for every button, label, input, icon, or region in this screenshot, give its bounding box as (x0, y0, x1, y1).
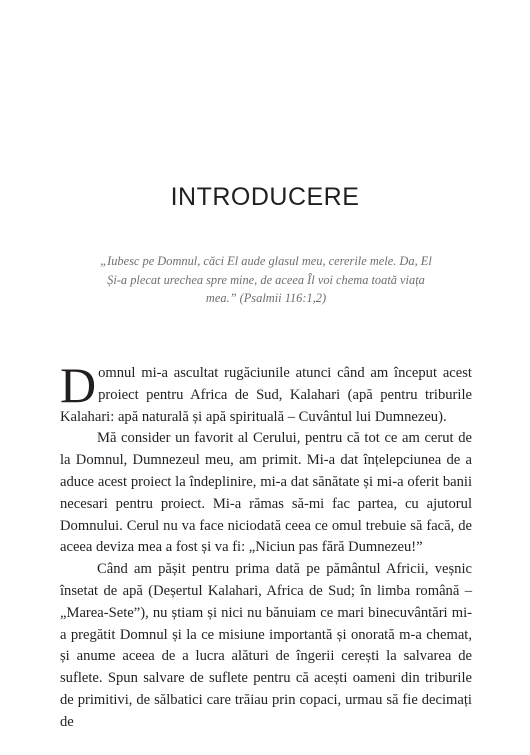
paragraph: Mă consider un favorit al Cerului, pentru că tot ce am cerut de la Domnul, Dumnezeul meu, am primit. Mi-a dat înțelepciunea de a aduce acest proiect la îndeplinire, mi-a dat sănătate și mi-a oferit banii necesari pentru proiect. Mi-a rămas să-mi fac partea, cu ajutorul Domnului. Cerul nu va face niciodată ceea ce omul trebuie să facă, de aceea deviza mea a fost și va fi: „Niciun pas fără Dumnezeu!” (60, 430, 472, 556)
drop-cap: D (60, 357, 97, 413)
epigraph-quote: „Iubesc pe Domnul, căci El aude glasul meu, cererile mele. Da, El Și-a plecat urechea spre mine, de aceea Îl voi chema toată viața mea.” (Psalmii 116:1,2) (100, 254, 432, 305)
paragraph: Când am pășit pentru prima dată pe pământul Africii, veșnic însetat de apă (Deșertul Kalahari, Africa de Sud; în limba română – „Marea-Sete”), nu știam și nici nu bănuiam ce mari binecuvântări mi-a pregătit Domnul și la ce misiune importantă și onorată m-a chemat, și anume aceea de a lucra alături de îngerii cerești la salvarea de suflete. Spun salvare de suflete pentru că acești oameni din triburile de primitivi, de sălbatici care trăiau prin copaci, urmau să fie decimați de (60, 561, 472, 730)
chapter-title: INTRODUCERE (170, 183, 360, 211)
paragraph-text: omnul mi-a ascultat rugăciunile atunci când am început acest proiect pentru Africa de Sud, Kalahari (apă pentru triburile Kalahari: apă naturală și apă spirituală – Cuvântul lui Dumnezeu). (60, 365, 472, 425)
paragraph (60, 357, 472, 428)
body-text (60, 357, 472, 734)
